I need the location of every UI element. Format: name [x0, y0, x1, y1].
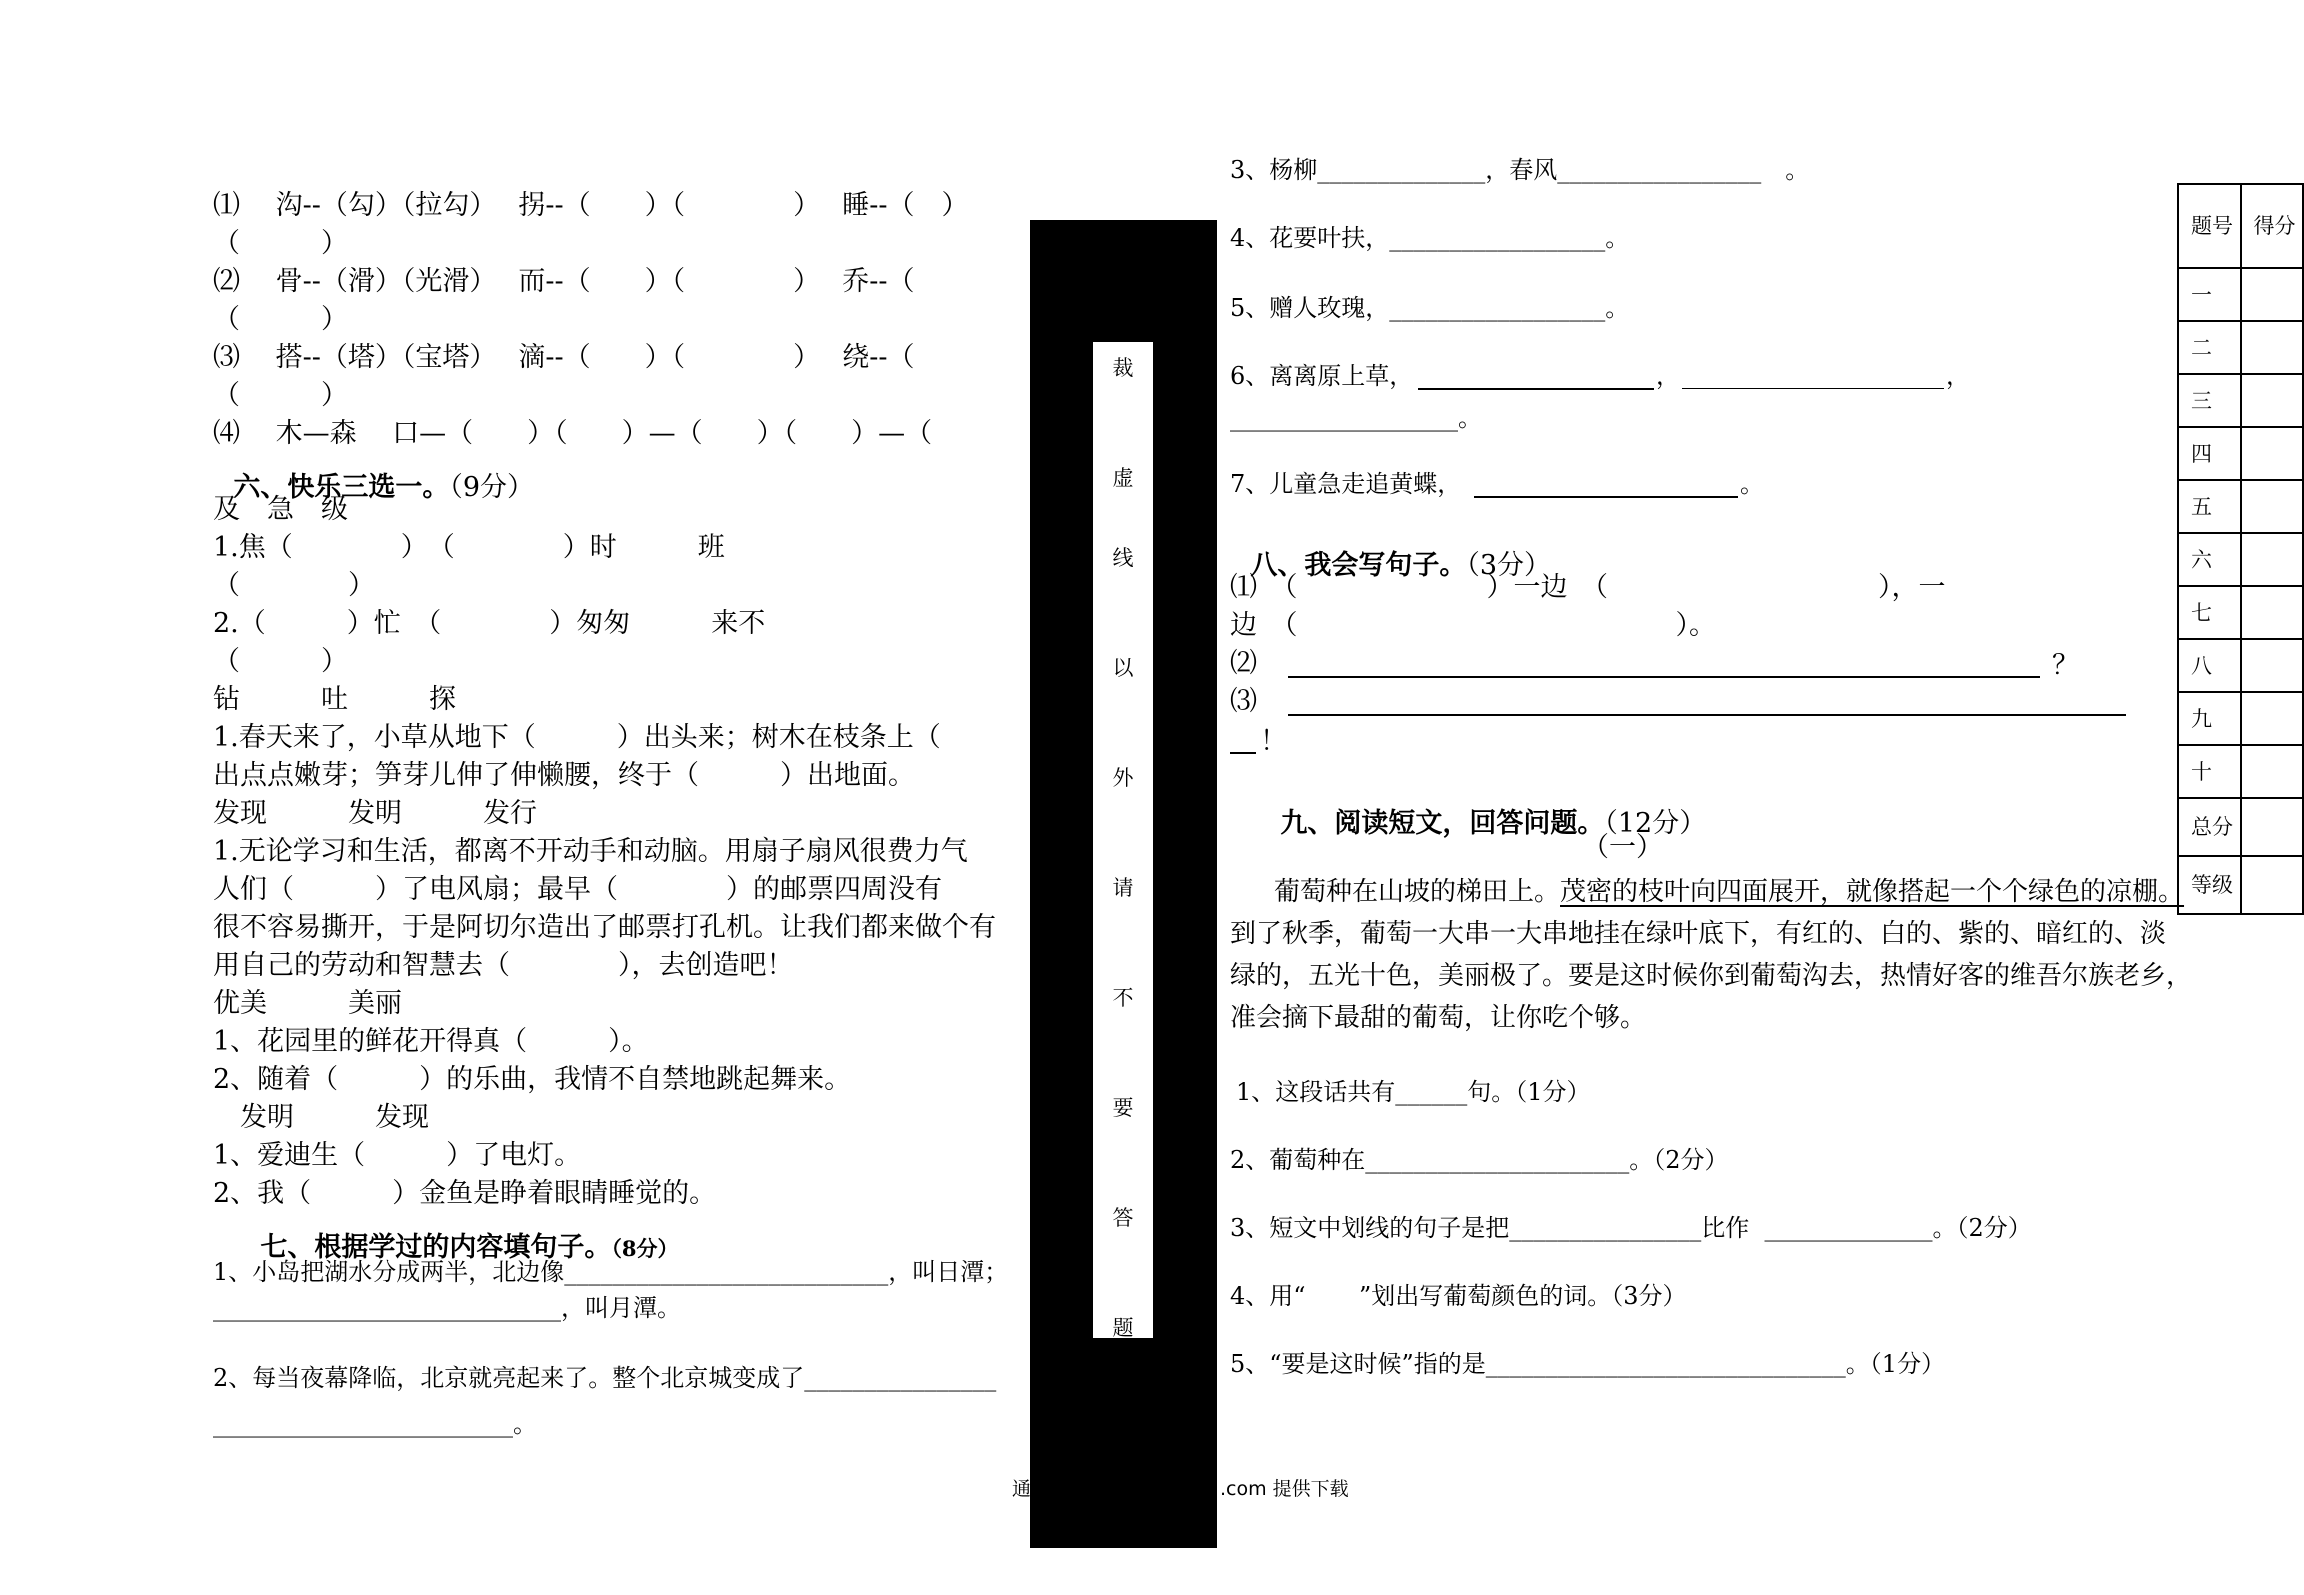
- strip-char: 答: [1112, 1206, 1134, 1230]
- choice-line: 很不容易撕开，于是阿切尔造出了邮票打孔机。让我们都来做个有: [213, 912, 996, 943]
- score-cell: [2241, 745, 2304, 798]
- choice-line: 1、爱迪生（ ）了电灯。: [213, 1140, 582, 1171]
- score-cell: [2241, 798, 2304, 856]
- answer-line: [1418, 388, 1654, 390]
- score-cell: [2241, 639, 2304, 692]
- choice-words-4: 优美 美丽: [213, 988, 402, 1019]
- row-label: 十: [2178, 745, 2241, 798]
- sentence-line-1b: 边 （ ）。: [1230, 610, 1716, 641]
- strip-char: 虚: [1112, 466, 1134, 490]
- poem-line-6b: ___________________。: [1230, 404, 1482, 432]
- choice-line: 出点点嫩芽；笋芽儿伸了伸懒腰，终于（ ）出地面。: [213, 760, 915, 791]
- comma: ，: [1946, 362, 1970, 390]
- section-8-score: （3分）: [1466, 550, 1552, 581]
- passage-text: 葡萄种在山坡的梯田上。: [1274, 877, 1561, 907]
- word-line-2b: （ ）: [213, 304, 348, 335]
- poem-line-7: 7、儿童急走追黄蝶，: [1230, 470, 1462, 498]
- score-cell: [2241, 268, 2304, 321]
- sentence-line-1: ⑴ （ ）一边 （ ），一: [1230, 572, 1946, 603]
- question-4: 4、用“ ”划出写葡萄颜色的词。（3分）: [1230, 1282, 1687, 1310]
- row-label: 六: [2178, 533, 2241, 586]
- table-row: [2178, 374, 2303, 427]
- choice-line: 人们（ ）了电风扇；最早（ ）的邮票四周没有: [213, 874, 942, 905]
- choice-words-3: 发现 发明 发行: [213, 798, 537, 829]
- choice-line: 用自己的劳动和智慧去（ ），去创造吧！: [213, 950, 794, 981]
- poem-line-6: 6、离离原上草，: [1230, 362, 1414, 390]
- score-table-header: [2178, 184, 2303, 268]
- header-question-number: 题号: [2178, 184, 2241, 268]
- passage-line-3: 绿的，五光十色，美丽极了。要是这时候你到葡萄沟去，热情好客的维吾尔族老乡，: [1230, 961, 2193, 991]
- strip-char: 以: [1112, 656, 1134, 680]
- row-label: 八: [2178, 639, 2241, 692]
- score-cell: [2241, 692, 2304, 745]
- table-row: [2178, 321, 2303, 374]
- score-cell: [2241, 321, 2304, 374]
- choice-words-1: 及 急 级: [213, 494, 348, 525]
- answer-line: [1230, 752, 1256, 754]
- exclamation: ！: [1260, 726, 1287, 757]
- poem-line-3: 3、杨柳______________，春风_________________ 。: [1230, 156, 1810, 184]
- word-line-1: ⑴ 沟--（勾）（拉勾） 拐--（ ）（ ） 睡--（ ）: [213, 190, 969, 221]
- fill-line: _____________________________，叫月潭。: [213, 1294, 681, 1322]
- word-line-1b: （ ）: [213, 228, 348, 259]
- choice-line: 1.焦（ ） （ ）时 班: [213, 532, 725, 563]
- row-label: 总分: [2178, 798, 2241, 856]
- answer-line: [1474, 496, 1738, 498]
- choice-line: （ ）: [213, 570, 375, 601]
- strip-char: 不: [1112, 986, 1134, 1010]
- choice-line: 2、随着（ ）的乐曲，我情不自禁地跳起舞来。: [213, 1064, 852, 1095]
- strip-char: 题: [1112, 1316, 1134, 1340]
- choice-line: （ ）: [213, 646, 348, 677]
- passage-line-2: 到了秋季，葡萄一大串一大串地挂在绿叶底下，有红的、白的、紫的、暗红的、淡: [1230, 919, 2167, 949]
- passage-line-1: [1274, 871, 2184, 913]
- strip-char: 要: [1112, 1096, 1134, 1120]
- score-cell: [2241, 856, 2304, 914]
- fill-line: 1、小岛把湖水分成两半，北边像___________________________，叫日潭；: [213, 1258, 1009, 1286]
- section-6-score: （9分）: [449, 472, 535, 503]
- question-5: 5、“要是这时候”指的是______________________________。（1分）: [1230, 1350, 1946, 1378]
- word-line-3: ⑶ 搭--（塔）（宝塔） 滴--（ ）（ ） 绕--（: [213, 342, 915, 373]
- choice-line: 1.无论学习和生活，都离不开动手和动脑。用扇子扇风很费力气: [213, 836, 968, 867]
- passage-number: （一）: [1582, 832, 1663, 863]
- comma: ，: [1656, 362, 1680, 390]
- underlined-sentence: 茂密的枝叶向四面展开，就像搭起一个个绿色的凉棚。: [1560, 877, 2185, 907]
- choice-words-2: 钻 吐 探: [213, 684, 456, 715]
- score-cell: [2241, 480, 2304, 533]
- row-label: 等级: [2178, 856, 2241, 914]
- score-table: [2177, 183, 2304, 915]
- passage-line-4: 准会摘下最甜的葡萄，让你吃个够。: [1230, 1003, 1647, 1033]
- table-row: [2178, 427, 2303, 480]
- row-label: 二: [2178, 321, 2241, 374]
- table-row: [2178, 533, 2303, 586]
- question-2: 2、葡萄种在______________________。（2分）: [1230, 1146, 1729, 1174]
- word-line-4: ⑷ 木—森 口—（ ）（ ）—（ ）（ ）—（: [213, 418, 933, 449]
- period: 。: [1740, 470, 1764, 498]
- section-7-score: （8分）: [611, 1236, 679, 1261]
- row-label: 三: [2178, 374, 2241, 427]
- question-mark: ？: [2052, 650, 2079, 681]
- strip-char: 请: [1112, 876, 1134, 900]
- table-row: [2178, 480, 2303, 533]
- section-9-title: 九、阅读短文，回答问题。: [1280, 808, 1605, 839]
- strip-char: 线: [1112, 546, 1134, 570]
- section-8-title: 八、我会写句子。: [1250, 550, 1467, 581]
- question-1: 1、这段话共有______句。（1分）: [1236, 1078, 1591, 1106]
- fill-line: _________________________。: [213, 1410, 537, 1438]
- answer-line: [1682, 388, 1944, 389]
- choice-line: 2.（ ）忙 （ ）匆匆 来不: [213, 608, 766, 639]
- score-cell: [2241, 586, 2304, 639]
- table-row: [2178, 798, 2303, 856]
- fill-line: 2、每当夜幕降临，北京就亮起来了。整个北京城变成了________________: [213, 1364, 997, 1392]
- strip-char: 外: [1112, 766, 1134, 790]
- word-line-3b: （ ）: [213, 380, 348, 411]
- poem-line-5: 5、赠人玫瑰，__________________。: [1230, 294, 1630, 322]
- section-9-score: （12分）: [1604, 808, 1707, 839]
- section-7-title: 七、根据学过的内容填句子。: [260, 1232, 612, 1263]
- row-label: 九: [2178, 692, 2241, 745]
- row-label: 一: [2178, 268, 2241, 321]
- table-row: [2178, 745, 2303, 798]
- row-label: 七: [2178, 586, 2241, 639]
- row-label: 四: [2178, 427, 2241, 480]
- table-row: [2178, 586, 2303, 639]
- answer-line: [1288, 676, 2040, 678]
- question-3: 3、短文中划线的句子是把________________比作 ______________。（2分）: [1230, 1214, 2032, 1242]
- score-cell: [2241, 427, 2304, 480]
- choice-line: 1.春天来了，小草从地下（ ）出头来；树木在枝条上（: [213, 722, 941, 753]
- word-line-2: ⑵ 骨--（滑）（光滑） 而--（ ）（ ） 乔--（: [213, 266, 915, 297]
- choice-line: 2、我（ ）金鱼是睁着眼睛睡觉的。: [213, 1178, 717, 1209]
- score-cell: [2241, 374, 2304, 427]
- header-score: 得分: [2241, 184, 2304, 268]
- choice-line: 1、花园里的鲜花开得真（ ）。: [213, 1026, 649, 1057]
- strip-char: 裁: [1112, 356, 1134, 380]
- footer-left: 通: [1012, 1478, 1032, 1500]
- table-row: [2178, 692, 2303, 745]
- poem-line-4: 4、花要叶扶，__________________。: [1230, 224, 1630, 252]
- sentence-label-2: ⑵: [1230, 648, 1257, 679]
- cut-line-strip: [1093, 342, 1153, 1338]
- table-row: [2178, 856, 2303, 914]
- footer-right: .com 提供下载: [1220, 1478, 1349, 1500]
- answer-line: [1288, 714, 2126, 716]
- table-row: [2178, 268, 2303, 321]
- section-6-title: 六、快乐三选一。: [233, 472, 450, 503]
- row-label: 五: [2178, 480, 2241, 533]
- table-row: [2178, 639, 2303, 692]
- sentence-label-3: ⑶: [1230, 686, 1257, 717]
- score-cell: [2241, 533, 2304, 586]
- choice-words-5: 发明 发现: [213, 1102, 429, 1133]
